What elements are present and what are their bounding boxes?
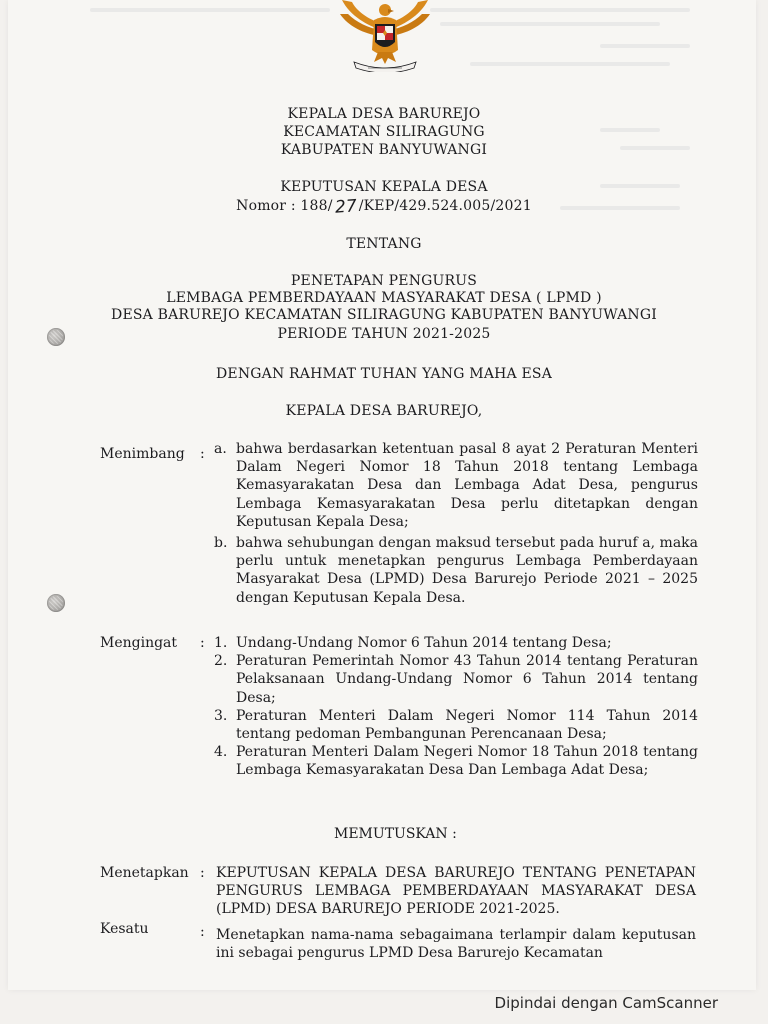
menimbang-item-a	[214, 440, 698, 531]
header-line-2: KECAMATAN SILIRAGUNG	[283, 124, 485, 140]
menimbang-colon: :	[200, 446, 205, 462]
header-line-3: KABUPATEN BANYUWANGI	[280, 142, 488, 158]
decree-number	[0, 196, 768, 218]
menimbang-item-a-text: bahwa berdasarkan ketentuan pasal 8 ayat 2 Peraturan Menteri Dalam Negeri Nomor 18 Tahun 2018 tentang Lembaga Kemasyarakatan Desa dan Lembaga Adat Desa, pengurus Lembaga Kemasyarakatan Desa perlu ditetapkan dengan Keputusan Kepala Desa;	[236, 441, 698, 530]
menimbang-label: Menimbang	[100, 446, 185, 462]
kesatu-text: Menetapkan nama-nama sebagaimana terlampir dalam keputusan ini sebagai pengurus LPMD Desa Barurejo Kecamatan	[216, 927, 696, 962]
camscanner-watermark: Dipindai dengan CamScanner	[494, 994, 718, 1012]
menimbang-item-b	[214, 534, 698, 607]
garuda-emblem-icon	[338, 0, 432, 72]
decree-title: KEPUTUSAN KEPALA DESA	[280, 179, 488, 195]
mengingat-item-2	[214, 652, 698, 707]
mengingat-colon: :	[200, 635, 205, 651]
mengingat-item-1-text: Undang-Undang Nomor 6 Tahun 2014 tentang Desa;	[236, 635, 612, 651]
kesatu-colon: :	[200, 924, 205, 940]
mengingat-item-4	[214, 743, 698, 779]
subject-line-1: PENETAPAN PENGURUS	[290, 273, 478, 289]
decree-number-suffix: /KEP/429.524.005/2021	[358, 198, 532, 214]
menimbang-item-a-marker: a.	[214, 441, 227, 457]
mengingat-item-1-marker: 1.	[214, 635, 228, 651]
mengingat-item-3-text: Peraturan Menteri Dalam Negeri Nomor 114 Tahun 2014 tentang pedoman Pembangunan Perencanaan Desa;	[236, 707, 698, 743]
menimbang-list	[214, 440, 698, 607]
mengingat-item-3-marker: 3.	[214, 707, 228, 724]
mengingat-item-1	[214, 634, 698, 652]
subject-line-4: PERIODE TAHUN 2021-2025	[277, 326, 491, 342]
mengingat-item-2-text: Peraturan Pemerintah Nomor 43 Tahun 2014 tentang Peraturan Pelaksanaan Undang-Undang Nomor 6 Tahun 2014 tentang Desa;	[236, 653, 698, 706]
issuer-line: KEPALA DESA BARUREJO,	[285, 403, 483, 419]
mengingat-list	[214, 634, 698, 780]
about-heading: TENTANG	[346, 236, 422, 252]
decree-number-prefix: Nomor : 188/	[236, 198, 333, 214]
binder-hole-bottom	[47, 594, 65, 612]
mengingat-item-4-marker: 4.	[214, 744, 228, 761]
subject-line-3: DESA BARUREJO KECAMATAN SILIRAGUNG KABUPATEN BANYUWANGI	[111, 307, 657, 323]
menetapkan-text: KEPUTUSAN KEPALA DESA BARUREJO TENTANG PENETAPAN PENGURUS LEMBAGA PEMBERDAYAAN MASYARAKAT DESA (LPMD) DESA BARUREJO PERIODE 2021-2025.	[216, 865, 696, 918]
mengingat-item-2-marker: 2.	[214, 653, 228, 670]
subject-line-2: LEMBAGA PEMBERDAYAAN MASYARAKAT DESA ( LPMD )	[166, 290, 602, 306]
mengingat-item-4-text: Peraturan Menteri Dalam Negeri Nomor 18 Tahun 2018 tentang Lembaga Kemasyarakatan Desa Dan Lembaga Adat Desa;	[236, 744, 698, 779]
handwritten-number: 27	[333, 196, 358, 218]
menetapkan-label: Menetapkan	[100, 865, 189, 881]
mengingat-item-3	[214, 707, 698, 743]
kesatu-label: Kesatu	[100, 921, 149, 937]
menetapkan-colon: :	[200, 865, 205, 881]
menimbang-item-b-marker: b.	[214, 535, 228, 552]
mengingat-label: Mengingat	[100, 635, 178, 651]
blessing-line: DENGAN RAHMAT TUHAN YANG MAHA ESA	[215, 366, 553, 382]
menimbang-item-b-text: bahwa sehubungan dengan maksud tersebut pada huruf a, maka perlu untuk menetapkan pengurus Lembaga Pemberdayaan Masyarakat Desa (LPMD) Desa Barurejo Periode 2021 – 2025 dengan Keputusan Kepala Desa.	[236, 535, 698, 606]
decision-heading: MEMUTUSKAN :	[334, 826, 457, 842]
header-line-1: KEPALA DESA BARUREJO	[287, 106, 481, 122]
